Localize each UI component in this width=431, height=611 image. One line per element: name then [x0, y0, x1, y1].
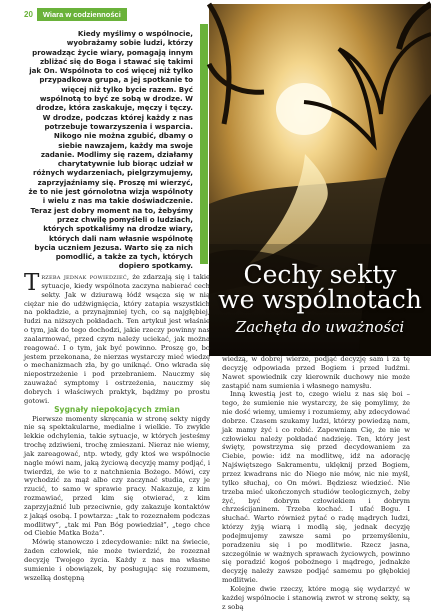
- paragraph-continued: wiedzą, w dobrej wierze, podjąć decyzję sam i za tę decyzję odpowiada przed Bogiem i przed ludźmi. Nawet spowiednik czy kierownik duchowy nie może zastąpić nam sumienia i własnego namysłu.: [222, 355, 410, 390]
- article-title: [209, 262, 431, 312]
- lead-text: że zdarzają się i takie sytuacje, kiedy wspólnota zaczyna nabierać cech sekty. Jak w dziurawą łódź wsącza się w nią ciężar nie do udźwignięcia, który zatapia wszystkich na pokładzie, a przynajmniej tych, co są najgłębiej, łudzi na niższych pokładach. Ten artykuł jest właśnie o tym, jak do tego dochodzi, jakie rzeczy powinny nas zaalarmować, przed czym należy uciekać, jak można reagować. I o tym, jak być powinno. Proszę go, bo jestem przekonana, że nierzas wystarczy mieć wiedzę o mechanizmach zła, by go uniknąć. Ono wkrada się niepostrzeżenie i pod przebraniem. Nauczmy się zauważać symptomy i ostrzeżenia, nauczmy się dobrych i właściwych praktyk, bądźmy po prostu gotowi.: [24, 273, 210, 405]
- article-subtitle: Zachęta do uważności: [235, 318, 405, 336]
- section-subheading: Sygnały niepokojących zmian: [54, 404, 180, 414]
- paragraph: Pierwsze momenty skręcania w stronę sekty nigdy nie są spektakularne, medialne i wielkie. To zwykle lekkie odchylenia, takie sytuacje, w których jesteśmy trochę zdziwieni, trochę zmieszani. Nieraz nie wiemy, jak zareagować, ntp. wtedy, gdy ktoś we wspólnocie nagle mówi nam, jaką życiową decyzję mamy podjąć, i twierdzi, że wie to z natchnienia Bożego. Mówi, czy wychodzić za mąż albo czy zaczynać studia, czy je rzucić, to samo w sprawie pracy. Nakazuje, z kim rozmawiać, przed kim się otwierać, z kim zaprzyjaźnić lub przeciwnie, gdy zakazuje kontaktów z jakąś osobą. I powtarza: „tak to rozeznałem podczas modlitwy”, „tak mi Pan Bóg powiedział”, „tego chce od Ciebie Matka Boża”.: [24, 414, 210, 538]
- page-header: [24, 7, 127, 21]
- sun: [276, 83, 332, 135]
- title-line-1: Cechy sekty: [243, 260, 397, 289]
- drop-cap: T: [24, 270, 40, 296]
- section-label: Wiara w codzienności: [37, 8, 127, 21]
- lead-smallcaps: rzeba jednak powiedzieć,: [41, 273, 130, 281]
- page-number: 20: [24, 9, 33, 19]
- title-line-2: we wspólnotach: [218, 285, 422, 314]
- paragraph: Mówię stanowczo i zdecydowanie: nikt na świecie, żaden człowiek, nie może twierdzić, że rozeznał decyzję Twojego życia. Każdy z nas ma własne sumienie i obowiązek, by posługując się rozumem, wszelką dostępną: [24, 538, 210, 582]
- lead-paragraph: [24, 270, 210, 406]
- article-column-left: [24, 270, 210, 583]
- hero-image: [209, 4, 431, 356]
- intro-box: Kiedy myślimy o wspólnocie, wyobrażamy sobie ludzi, którzy prowadząc życie wiary, pomagają innym zbliżać się do Boga i stawać się takimi jak On. Wspólnota to coś więcej niż tylko przypadkowa grupa, a jej spotkanie to więcej niż tylko bycie razem. Być wspólnotą to być ze sobą w drodze. W drodze, która zaskakuje, męczy i tęczy. W drodze, podczas której każdy z nas potrzebuje towarzyszenia i wsparcia. Nikogo nie można zgubić, dbamy o siebie nawzajem, każdy ma swoje zadanie. Modlimy się razem, działamy charytatywnie lub biorąc udział w różnych wydarzeniach, pielgrzymujemy, zaprzyjaźniamy się. Proszę mi wierzyć, że to nie jest górnolotna wizja wspólnoty i wielu z nas ma takie doświadczenie. Teraz jest dobry moment na to, żebyśmy przez chwilę pomyśleli o ludziach, których spotkaliśmy na drodze wiary, których dali nam własnie wspólnotę bycia uczniem Jezusa. Warto się za nich pomodlić, a także za tych, których dopiero spotkamy.: [24, 24, 208, 264]
- article-column-right: [222, 355, 410, 611]
- paragraph: Kolejne dwie rzeczy, które mogą się wydarzyć w każdej wspólnocie i stanowią zwrot w stronę sekty, są z sobą: [222, 584, 410, 611]
- paragraph: Inną kwestią jest to, czego wielu z nas się boi – tego, że sumienie nie wystarczy, że się pomylimy, że nie dość wiemy, umiemy i rozumiemy, aby zdecydować dobrze. Czasem szukamy ludzi, którzy powiedzą nam, jak mamy żyć i co robić. Zapewniam Cię, że nie w człowieku należy pokładać nadzieję. Ten, który jest święty, powstrzyma się przed decydowaniem za Ciebie, powie: idź na modlitwę, idź na adorację Najświętszego Sakramentu, uklęknij przed Bogiem, przez kwadrans nic do Niego nie mów, nic nie myśl, tylko słuchaj, co On mówi. Będziesz wiedzieć. Nie trzeba mieć ukończonych studiów teologicznych, żeby żyć, być dobrym człowiekiem i dobrym chrześcijaninem. Trzeba kochać. I ufać Bogu. I słuchać. Warto również pytać o radę mądrych ludzi, którzy żyją wiarą i modlą się, jednak decyzję podejmujemy zawsze sami po przemyśleniu, poradzeniu się i po modlitwie. Rzecz jasna, szczególnie w ważnych sprawach życiowych, powinno się poradzić kogoś pobożnego i mądrego, jednakże decyzję należy zawsze podjąć samemu po głębokiej modlitwie.: [222, 390, 410, 585]
